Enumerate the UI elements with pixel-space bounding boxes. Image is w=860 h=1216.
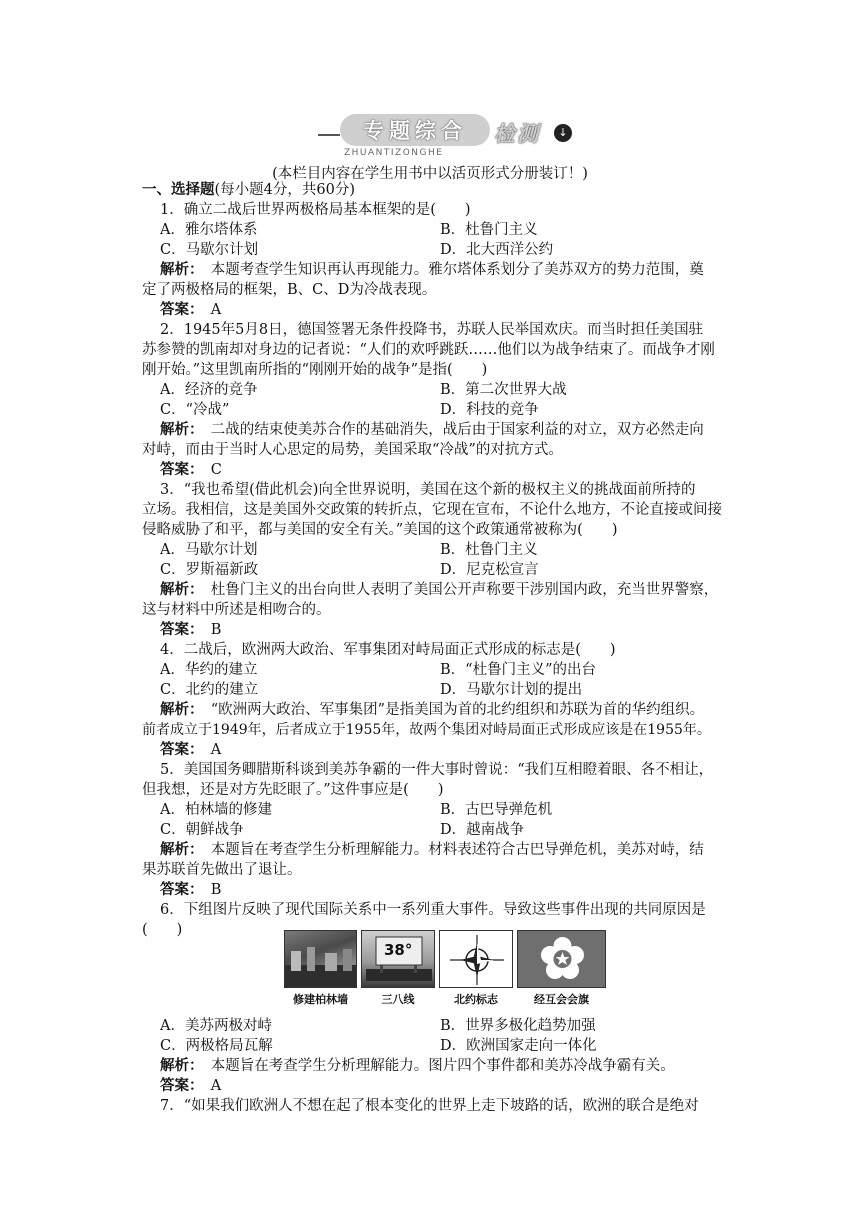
analysis-label: 解析：: [160, 1058, 197, 1074]
section-score-note: (每小题4分，共60分): [214, 182, 355, 198]
q5-answer-value: B: [210, 882, 222, 898]
answer-label: 答案：: [160, 622, 197, 638]
comecon-flag-icon: [517, 930, 606, 988]
q6-analysis-text: 本题旨在考查学生分析理解能力。图片四个事件都和美苏冷战争霸有关。: [210, 1058, 675, 1074]
q4-analysis-text: “欧洲两大政治、军事集团”是指美国为首的北约组织和苏联为首的华约组织。: [210, 702, 705, 718]
q1-answer-value: A: [210, 302, 222, 318]
q6-answer: [160, 1076, 221, 1096]
q2-option-c: C．“冷战”: [160, 402, 230, 418]
banner-rule-left: [318, 134, 340, 136]
q3-option-b: B．杜鲁门主义: [440, 542, 538, 558]
q5-option-a: A．柏林墙的修建: [160, 802, 272, 818]
q1-analysis: [160, 260, 704, 280]
banner-title: 专题综合: [340, 114, 490, 146]
q3-stem-3: 侵略威胁了和平，都与美国的安全有关。”美国的这个政策通常被称为( ): [142, 522, 618, 538]
q3-stem-1: 3．“我也希望(借此机会)向全世界说明，美国在这个新的极权主义的挑战面前所持的: [160, 482, 696, 498]
q5-answer: [160, 880, 221, 900]
q1-option-a: A．雅尔塔体系: [160, 222, 258, 238]
section-banner: [318, 110, 580, 158]
answer-label: 答案：: [160, 742, 197, 758]
q6-figure: [284, 930, 606, 1008]
answer-label: 答案：: [160, 882, 197, 898]
q6-answer-value: A: [210, 1078, 222, 1094]
q6-option-a: A．美苏两极对峙: [160, 1018, 272, 1034]
q5-option-b: B．古巴导弹危机: [440, 802, 553, 818]
q4-option-b: B．“杜鲁门主义”的出台: [440, 662, 596, 678]
analysis-label: 解析：: [160, 422, 197, 438]
q5-analysis-text: 本题旨在考查学生分析理解能力。材料表述符合古巴导弹危机，美苏对峙，结: [210, 842, 704, 858]
q6-option-d: D．欧洲国家走向一体化: [440, 1038, 597, 1054]
q1-analysis-cont: 定了两极格局的框架，B、C、D为冷战表现。: [142, 282, 437, 298]
q2-answer: [160, 460, 222, 480]
q6-analysis: [160, 1056, 675, 1076]
q5-stem-2: 但我想，还是对方先眨眼了。”这件事应是( ): [142, 782, 444, 798]
q3-answer: [160, 620, 221, 640]
analysis-label: 解析：: [160, 262, 197, 278]
binding-note: (本栏目内容在学生用书中以活页形式分册装订！): [272, 166, 588, 182]
caption-comecon: 经互会会旗: [534, 993, 589, 1006]
38th-parallel-photo: [361, 930, 435, 988]
q2-stem-2: 苏参赞的凯南却对身边的记者说：“人们的欢呼跳跃……他们以为战争结束了。而战争才刚: [142, 342, 715, 358]
q5-analysis-cont: 果苏联首先做出了退让。: [142, 862, 302, 878]
section-heading: [142, 180, 355, 200]
q2-stem-1: 2．1945年5月8日，德国签署无条件投降书，苏联人民举国欢庆。而当时担任美国驻: [160, 322, 704, 338]
q3-option-c: C．罗斯福新政: [160, 562, 259, 578]
q4-answer: [160, 740, 221, 760]
comecon-flag-art: [518, 931, 606, 988]
q2-option-d: D．科技的竞争: [440, 402, 539, 418]
q5-analysis: [160, 840, 704, 860]
caption-berlin-wall: 修建柏林墙: [293, 993, 348, 1006]
nato-emblem-art: [440, 931, 513, 988]
q6-option-b: B．世界多极化趋势加强: [440, 1018, 596, 1034]
q2-analysis-cont: 对峙，而由于当时人心思定的局势，美国采取“冷战”的对抗方式。: [142, 442, 563, 458]
q5-stem-1: 5．美国国务卿腊斯科谈到美苏争霸的一件大事时曾说：“我们互相瞪着眼、各不相让，: [160, 762, 714, 778]
q4-option-d: D．马歇尔计划的提出: [440, 682, 583, 698]
q2-analysis: [160, 420, 704, 440]
q3-option-d: D．尼克松宣言: [440, 562, 539, 578]
answer-label: 答案：: [160, 302, 197, 318]
berlin-wall-photo-art: [285, 931, 357, 988]
q3-analysis-cont: 这与材料中所述是相吻合的。: [142, 602, 331, 618]
q1-option-b: B．杜鲁门主义: [440, 222, 538, 238]
q3-analysis: [160, 580, 718, 600]
q2-answer-value: C: [210, 462, 222, 478]
q5-option-c: C．朝鲜战争: [160, 822, 244, 838]
q1-stem: 1．确立二战后世界两极格局基本框架的是( ): [160, 202, 471, 218]
answer-label: 答案：: [160, 1078, 197, 1094]
q2-stem-3: 刚开始。”这里凯南所指的“刚刚开始的战争”是指( ): [142, 362, 488, 378]
analysis-label: 解析：: [160, 842, 197, 858]
q1-answer: [160, 300, 221, 320]
q1-option-d: D．北大西洋公约: [440, 242, 554, 258]
analysis-label: 解析：: [160, 582, 197, 598]
banner-pinyin: ZHUANTIZONGHE: [344, 148, 444, 158]
q2-option-a: A．经济的竞争: [160, 382, 258, 398]
analysis-label: 解析：: [160, 702, 197, 718]
q4-option-c: C．北约的建立: [160, 682, 259, 698]
q3-stem-2: 立场。我相信，这是美国外交政策的转折点，它现在宣布，不论什么地方，不论直接或间接: [142, 502, 722, 518]
q6-stem-1: 6．下组图片反映了现代国际关系中一系列重大事件。导致这些事件出现的共同原因是: [160, 902, 706, 918]
q4-option-a: A．华约的建立: [160, 662, 258, 678]
q5-option-d: D．越南战争: [440, 822, 525, 838]
answer-label: 答案：: [160, 462, 197, 478]
q2-option-b: B．第二次世界大战: [440, 382, 567, 398]
q1-option-c: C．马歇尔计划: [160, 242, 259, 258]
38th-parallel-sign-text: 38°: [384, 941, 413, 959]
down-arrow-icon: ↓: [554, 124, 572, 142]
q2-analysis-text: 二战的结束使美苏合作的基础消失，战后由于国家利益的对立，双方必然走向: [210, 422, 704, 438]
q1-analysis-text: 本题考查学生知识再认再现能力。雅尔塔体系划分了美苏双方的势力范围，奠: [210, 262, 704, 278]
q4-answer-value: A: [210, 742, 222, 758]
q3-analysis-text: 杜鲁门主义的出台向世人表明了美国公开声称要干涉别国内政，充当世界警察，: [210, 582, 719, 598]
q7-stem-1: 7．“如果我们欧洲人不想在起了根本变化的世界上走下坡路的话，欧洲的联合是绝对: [160, 1098, 699, 1114]
banner-subtitle: 检测: [494, 122, 540, 146]
q3-answer-value: B: [210, 622, 222, 638]
38th-parallel-photo-art: [362, 931, 435, 988]
q4-stem: 4．二战后，欧洲两大政治、军事集团对峙局面正式形成的标志是( ): [160, 642, 616, 658]
caption-38th-parallel: 三八线: [381, 993, 415, 1006]
section-title: 一、选择题: [142, 182, 215, 198]
q4-analysis: [160, 700, 704, 720]
q4-analysis-cont: 前者成立于1949年，后者成立于1955年，故两个集团对峙局面正式形成应该是在1955年。: [142, 722, 711, 738]
berlin-wall-photo: [284, 930, 357, 988]
nato-emblem-icon: [439, 930, 513, 988]
caption-nato: 北约标志: [454, 993, 498, 1006]
q3-option-a: A．马歇尔计划: [160, 542, 258, 558]
q6-option-c: C．两极格局瓦解: [160, 1038, 273, 1054]
q6-stem-2: ( ): [142, 922, 183, 938]
